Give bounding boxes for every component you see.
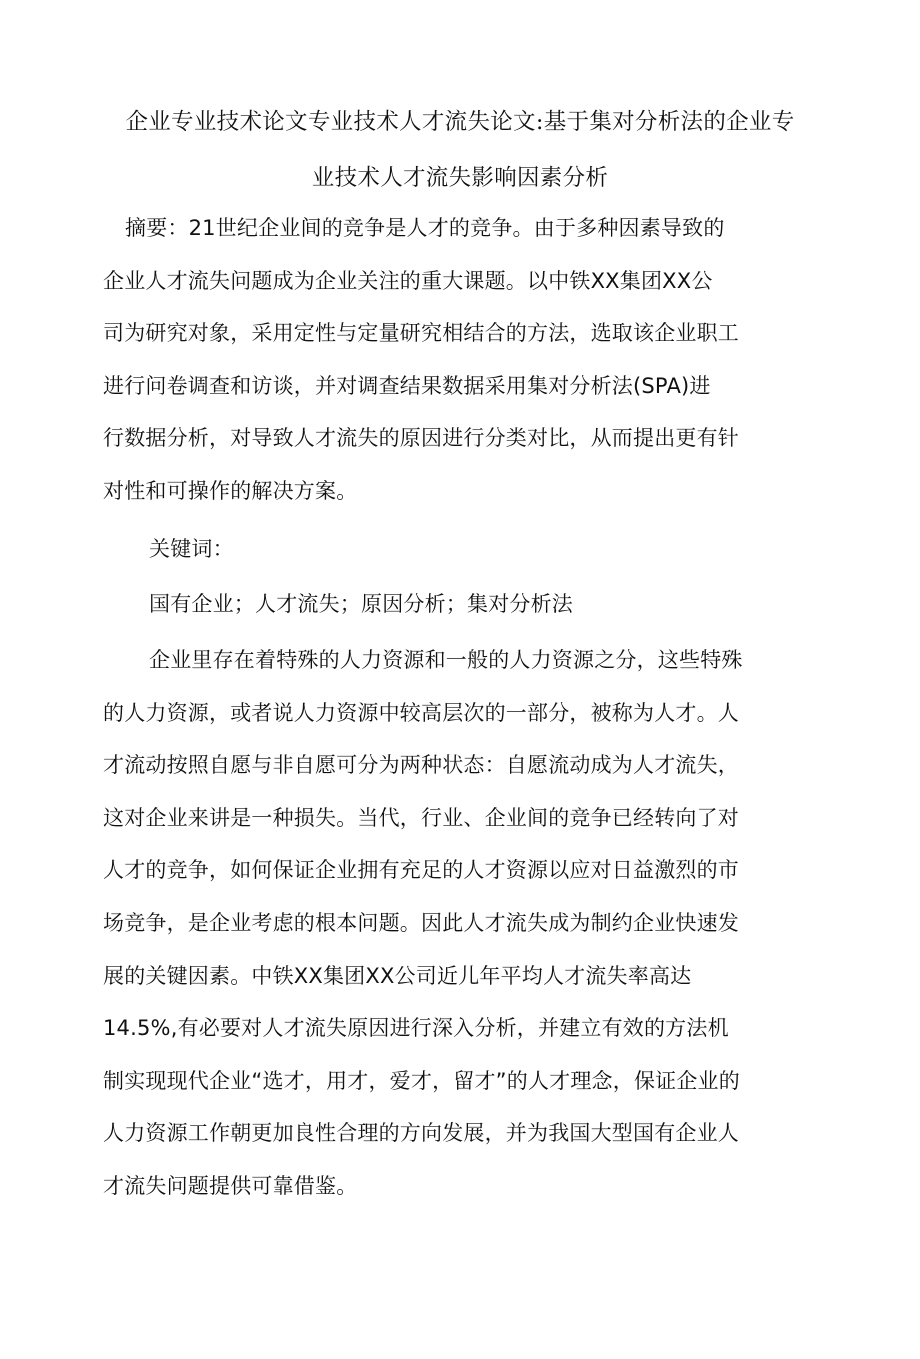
keywords-paragraph [103,578,793,631]
abstract-line: 司为研究对象，采用定性与定量研究相结合的方法，选取该企业职工 [103,321,739,346]
abstract-line: 进行问卷调查和访谈，并对调查结果数据采用集对分析法(SPA)进 [103,373,711,398]
body-line: 14.5%,有必要对人才流失原因进行深入分析，并建立有效的方法机 [103,1016,729,1041]
body-line: 人力资源工作朝更加良性合理的方向发展，并为我国大型国有企业人 [103,1121,739,1146]
abstract-paragraph [103,202,793,518]
keywords-label-paragraph [103,523,793,576]
body-line: 制实现现代企业“选才，用才，爱才，留才”的人才理念，保证企业的 [103,1068,740,1093]
body-line: 企业里存在着特殊的人力资源和一般的人力资源之分，这些特殊 [149,648,743,672]
body-line: 展的关键因素。中铁XX集团XX公司近儿年平均人才流失率高达 [103,963,692,988]
abstract-line: 摘要：21世纪企业间的竞争是人才的竞争。由于多种因素导致的 [125,216,725,240]
body-line: 才流动按照自愿与非自愿可分为两种状态：自愿流动成为人才流失， [103,753,739,778]
body-line: 人才的竞争，如何保证企业拥有充足的人才资源以应对日益激烈的市 [103,858,739,883]
title-line-2: 业技术人才流失影响因素分析 [311,165,609,191]
document-title [100,94,820,206]
body-line: 场竞争，是企业考虑的根本问题。因此人才流失成为制约企业快速发 [103,910,739,935]
body-paragraph [103,634,793,1213]
title-line-1: 企业专业技术论文专业技术人才流失论文:基于集对分析法的企业专 [125,109,795,135]
body-line: 这对企业来讲是一种损失。当代，行业、企业间的竞争已经转向了对 [103,805,739,830]
body-line: 才流失问题提供可靠借鉴。 [103,1173,358,1198]
keywords-label: 关键词： [149,537,234,561]
abstract-line: 行数据分析，对导致人才流失的原因进行分类对比，从而提出更有针 [103,426,739,451]
abstract-line: 对性和可操作的解决方案。 [103,478,358,503]
abstract-line: 企业人才流失问题成为企业关注的重大课题。以中铁XX集团XX公 [103,268,713,293]
body-line: 的人力资源，或者说人力资源中较高层次的一部分，被称为人才。人 [103,700,739,725]
keywords-list: 国有企业；人才流失；原因分析；集对分析法 [149,592,573,616]
